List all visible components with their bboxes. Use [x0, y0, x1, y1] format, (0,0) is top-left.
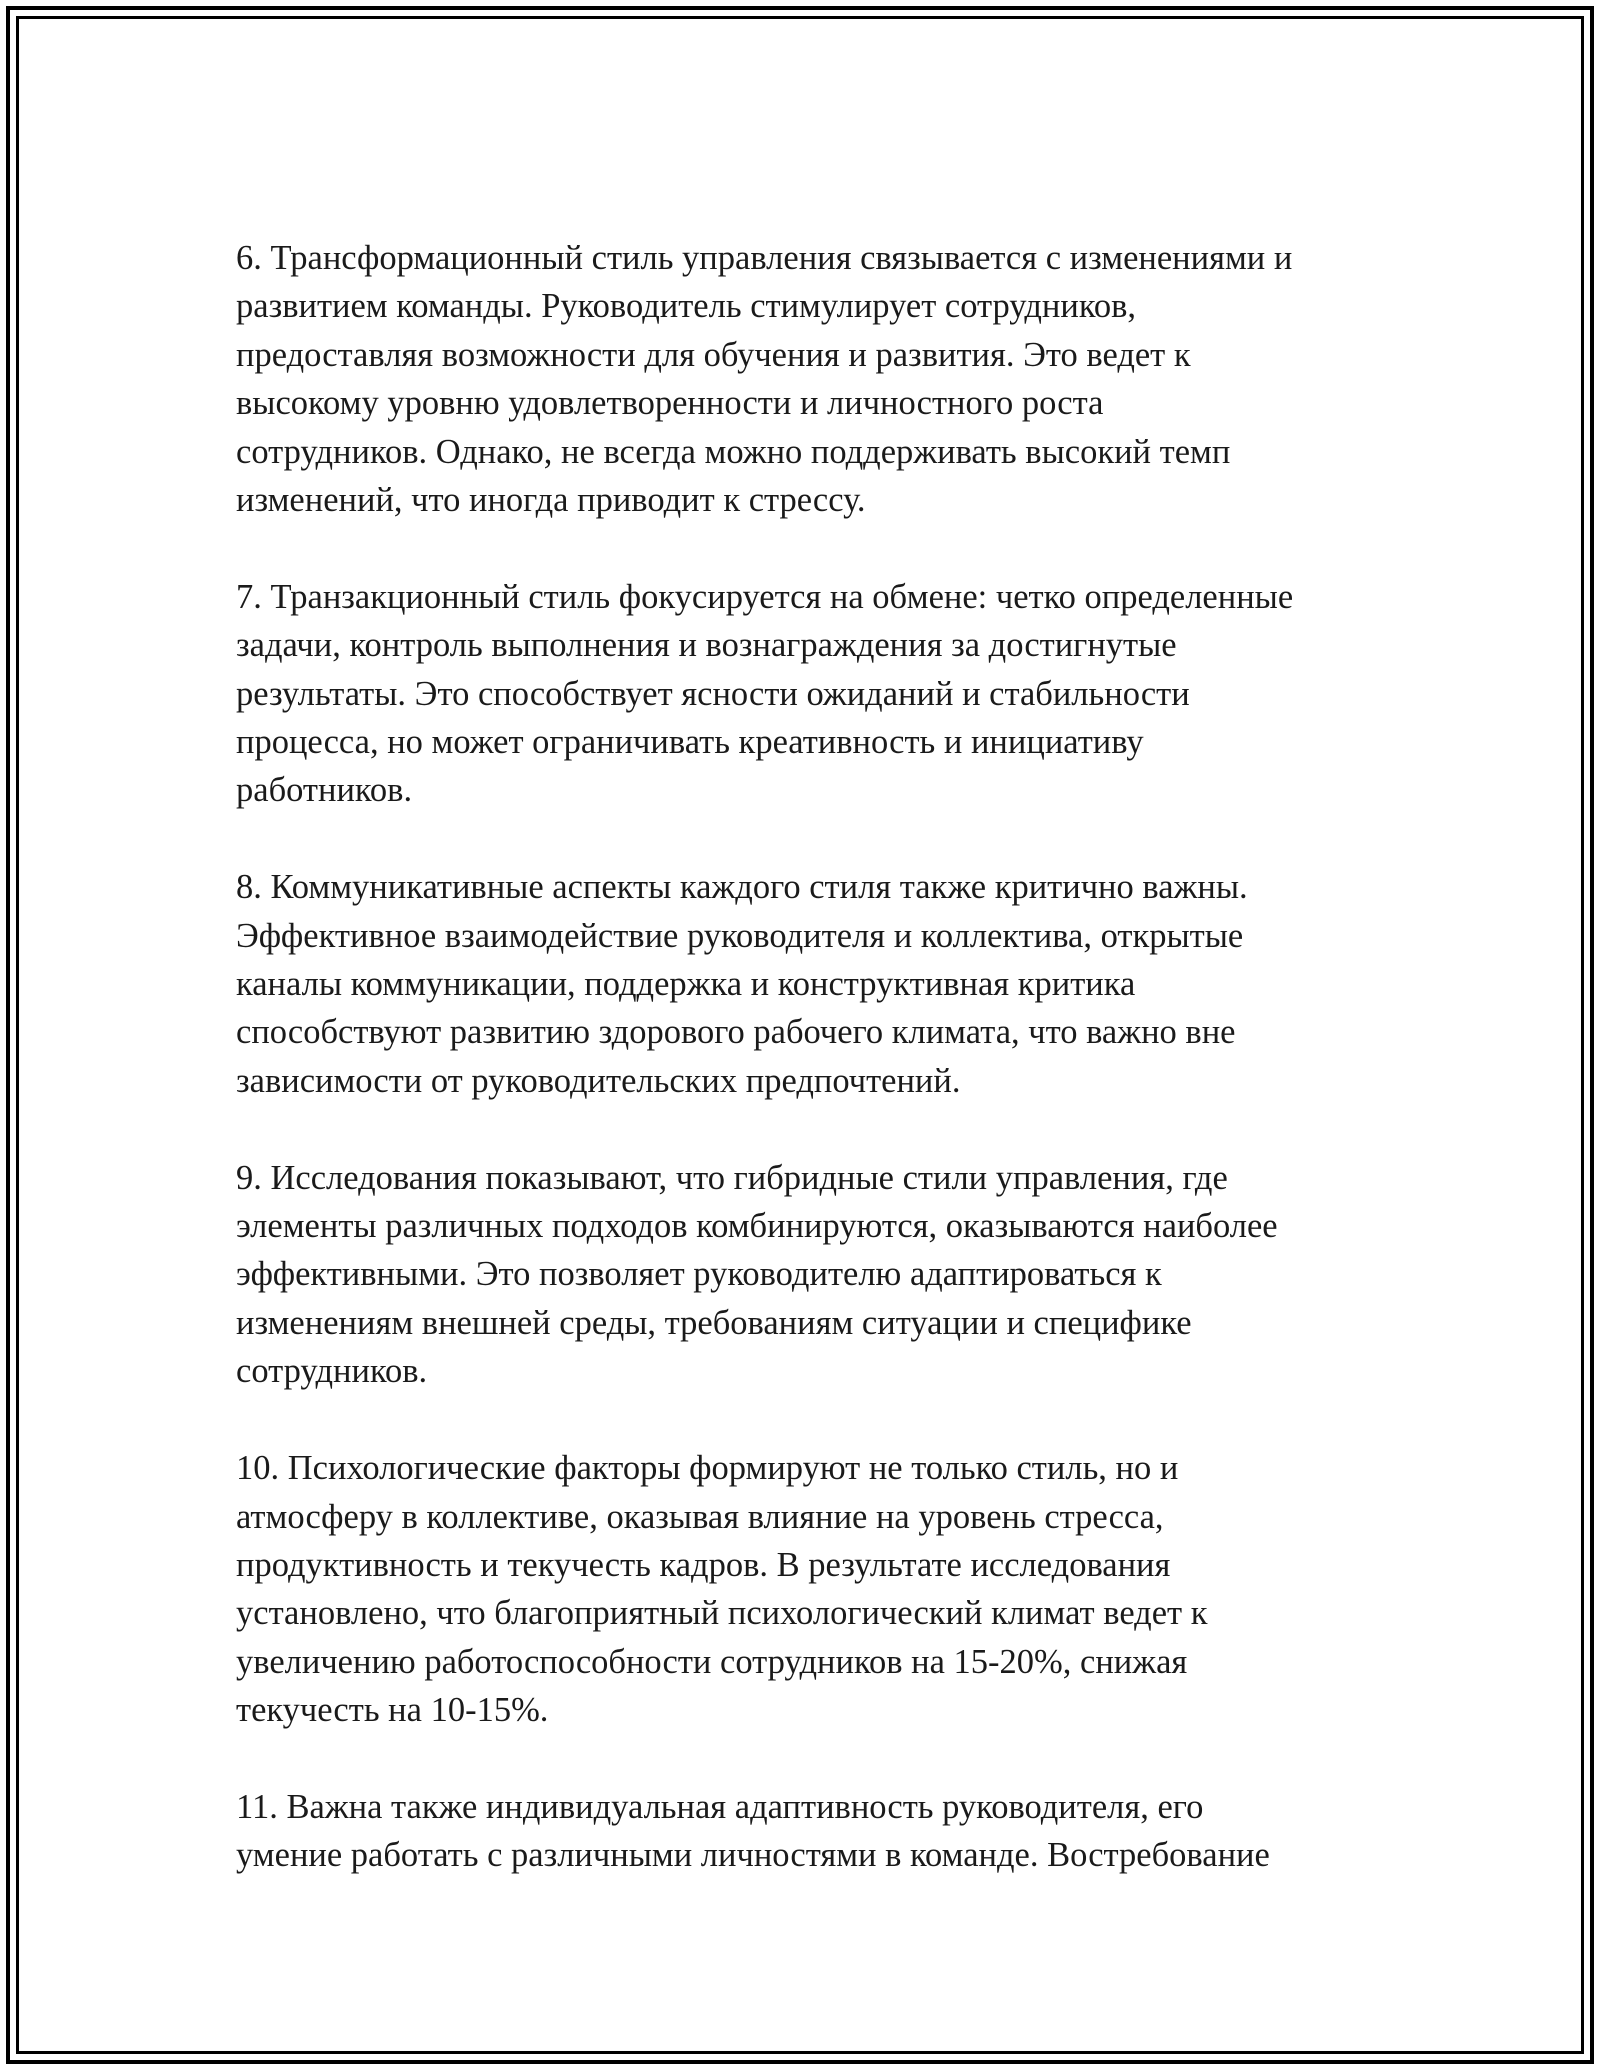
text-line: эффективными. Это позволяет руководителю адаптироваться к	[236, 1255, 1162, 1294]
text-line: увеличению работоспособности сотрудников на 15-20%, снижая	[236, 1642, 1188, 1681]
text-line: умение работать с различными личностями в команде. Востребование	[236, 1836, 1270, 1875]
text-line: 11. Важна также индивидуальная адаптивность руководителя, его	[236, 1787, 1204, 1826]
paragraph-11	[236, 1783, 1396, 1880]
paragraph-8	[236, 863, 1396, 1105]
text-line: работников.	[236, 771, 413, 810]
text-line: высокому уровню удовлетворенности и личностного роста	[236, 384, 1104, 423]
paragraph-10	[236, 1444, 1396, 1734]
text-line: развитием команды. Руководитель стимулирует сотрудников,	[236, 287, 1137, 326]
text-line: атмосферу в коллективе, оказывая влияние на уровень стресса,	[236, 1497, 1164, 1536]
text-line: изменениям внешней среды, требованиям ситуации и специфике	[236, 1303, 1192, 1342]
text-line: зависимости от руководительских предпочтений.	[236, 1061, 961, 1100]
text-line: задачи, контроль выполнения и вознаграждения за достигнутые	[236, 626, 1177, 665]
text-line: изменений, что иногда приводит к стрессу.	[236, 481, 866, 520]
paragraph-6	[236, 234, 1396, 524]
text-line: сотрудников.	[236, 1352, 428, 1391]
text-line: предоставляя возможности для обучения и развития. Это ведет к	[236, 335, 1191, 374]
text-line: 6. Трансформационный стиль управления связывается с изменениями и	[236, 239, 1293, 277]
text-line: сотрудников. Однако, не всегда можно поддерживать высокий темп	[236, 432, 1231, 471]
text-line: установлено, что благоприятный психологический климат ведет к	[236, 1594, 1208, 1633]
text-line: 7. Транзакционный стиль фокусируется на обмене: четко определенные	[236, 577, 1294, 616]
text-line: процесса, но может ограничивать креативность и инициативу	[236, 723, 1144, 762]
text-line: каналы коммуникации, поддержка и конструктивная критика	[236, 965, 1136, 1004]
text-line: продуктивность и текучесть кадров. В результате исследования	[236, 1545, 1171, 1584]
text-line: элементы различных подходов комбинируются, оказываются наиболее	[236, 1207, 1278, 1246]
text-line: 10. Психологические факторы формируют не только стиль, но и	[236, 1449, 1179, 1488]
text-line: 8. Коммуникативные аспекты каждого стиля также критично важны.	[236, 868, 1248, 907]
text-line: текучесть на 10-15%.	[236, 1691, 549, 1730]
text-line: 9. Исследования показывают, что гибридные стили управления, где	[236, 1158, 1228, 1197]
document-body	[236, 234, 1396, 1928]
text-line: Эффективное взаимодействие руководителя и коллектива, открытые	[236, 916, 1244, 955]
paragraph-7	[236, 573, 1396, 815]
text-line: результаты. Это способствует ясности ожиданий и стабильности	[236, 674, 1190, 713]
text-line: способствуют развитию здорового рабочего климата, что важно вне	[236, 1013, 1236, 1052]
paragraph-9	[236, 1154, 1396, 1396]
